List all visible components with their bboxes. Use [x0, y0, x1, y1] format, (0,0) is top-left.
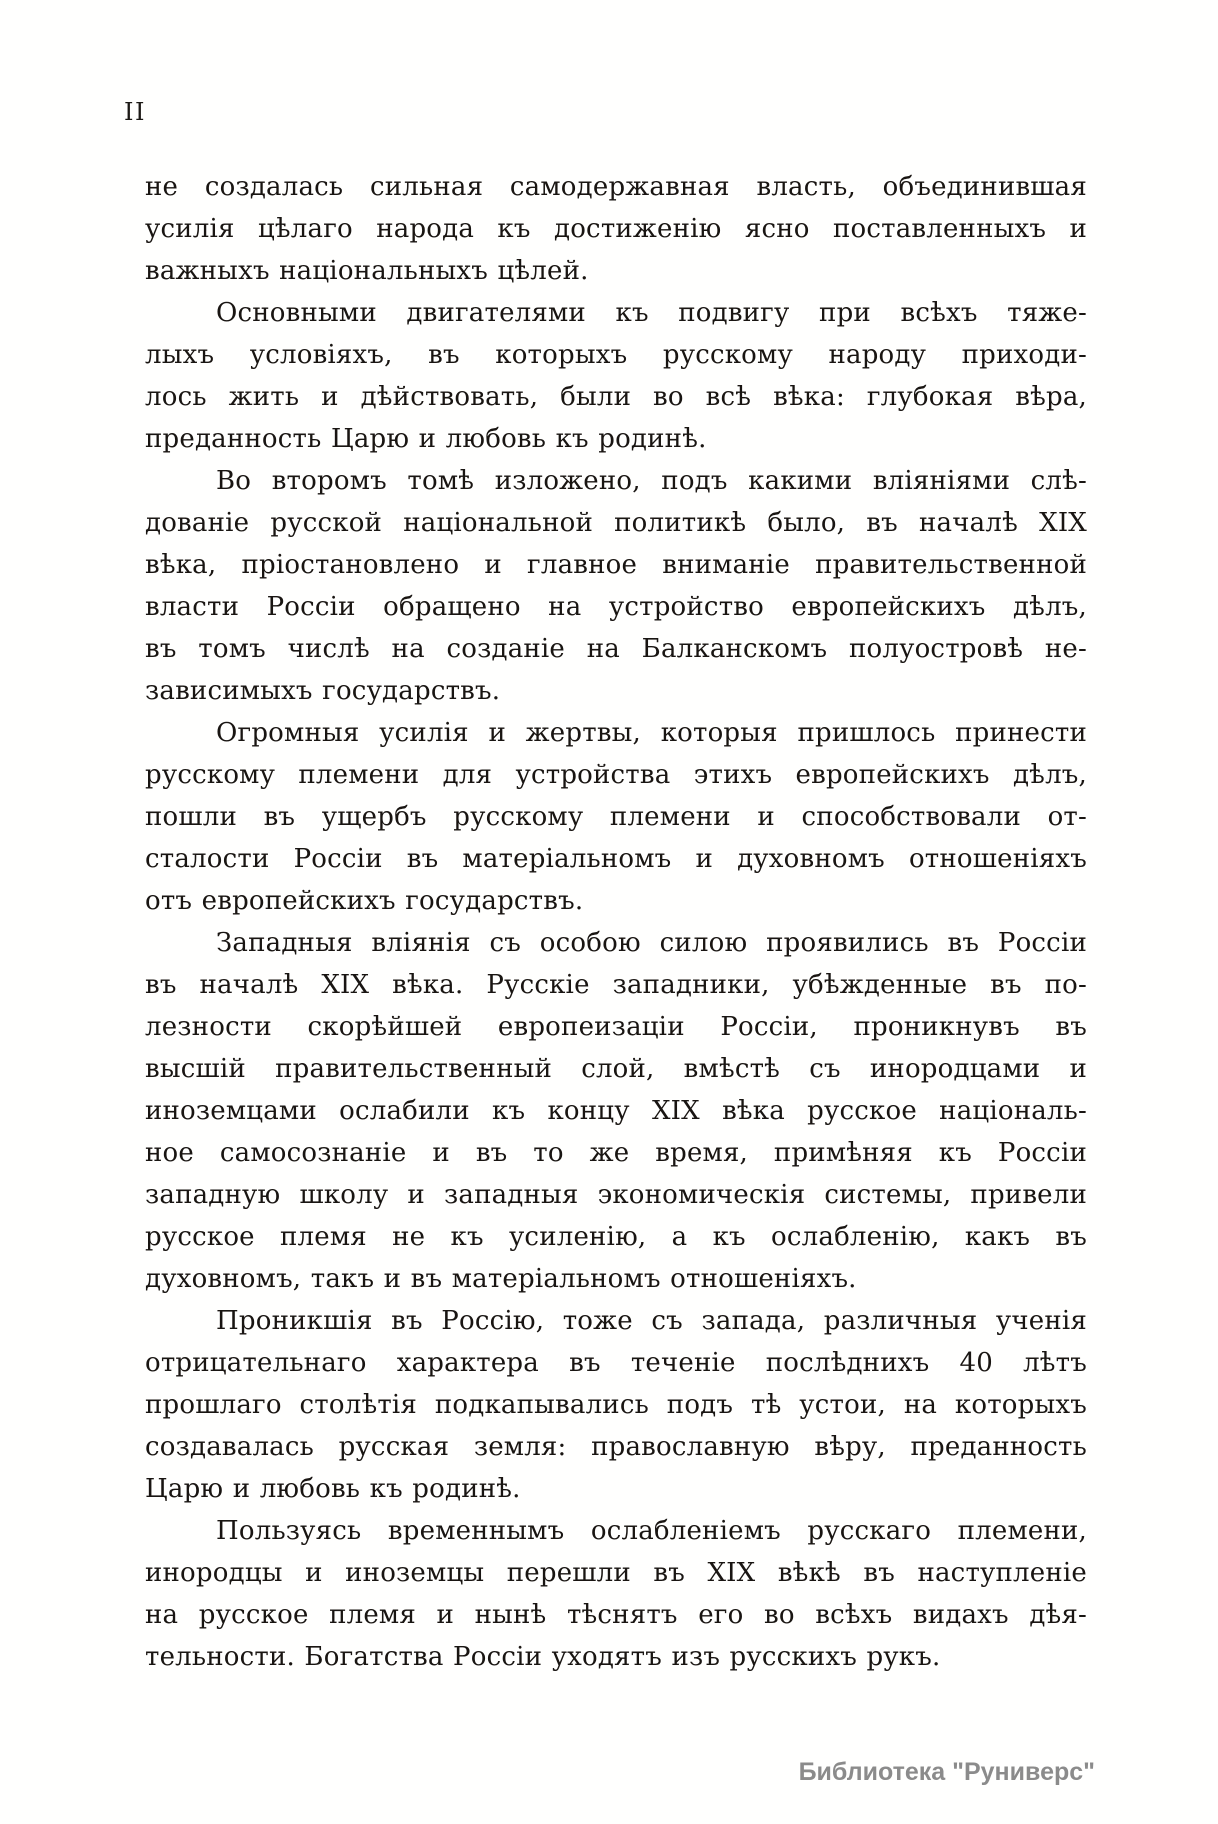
text-line: русское племя не къ усиленію, а къ ослабленію, какъ въ	[145, 1222, 1087, 1252]
text-line: отрицательнаго характера въ теченіе послѣднихъ 40 лѣтъ	[145, 1348, 1087, 1378]
text-line: преданность Царю и любовь къ родинѣ.	[145, 424, 707, 454]
text-line: иноземцами ослабили къ концу XIX вѣка русское національ-	[145, 1096, 1087, 1126]
text-line: инородцы и иноземцы перешли въ XIX вѣкѣ въ наступленіе	[145, 1558, 1087, 1588]
paragraph	[145, 712, 1087, 922]
text-line: сталости Россіи въ матеріальномъ и духовномъ отношеніяхъ	[145, 844, 1087, 874]
text-line: западную школу и западныя экономическія системы, привели	[145, 1180, 1087, 1210]
paragraph	[145, 460, 1087, 712]
text-line: вѣка, пріостановлено и главное вниманіе правительственной	[145, 550, 1087, 580]
text-line: Во второмъ томѣ изложено, подъ какими вліяніями слѣ-	[216, 466, 1087, 496]
text-line: Огромныя усилія и жертвы, которыя пришлось принести	[216, 718, 1087, 748]
text-line: создавалась русская земля: православную вѣру, преданность	[145, 1432, 1087, 1462]
text-line: лезности скорѣйшей европеизаціи Россіи, проникнувъ въ	[145, 1012, 1087, 1042]
text-line: Западныя вліянія съ особою силою проявились въ Россіи	[216, 928, 1087, 958]
text-line: въ томъ числѣ на созданіе на Балканскомъ полуостровѣ не-	[145, 634, 1087, 664]
text-line: Царю и любовь къ родинѣ.	[145, 1474, 521, 1504]
text-line: на русское племя и нынѣ тѣснятъ его во всѣхъ видахъ дѣя-	[145, 1600, 1087, 1630]
text-line: лыхъ условіяхъ, въ которыхъ русскому народу приходи-	[145, 340, 1087, 370]
text-line: ное самосознаніе и въ то же время, примѣняя къ Россіи	[145, 1138, 1087, 1168]
page-text-block	[145, 166, 1087, 1678]
text-line: Основными двигателями къ подвигу при всѣхъ тяже-	[216, 298, 1087, 328]
text-line: высшій правительственный слой, вмѣстѣ съ инородцами и	[145, 1054, 1087, 1084]
paragraph	[145, 1300, 1087, 1510]
text-line: лось жить и дѣйствовать, были во всѣ вѣка: глубокая вѣра,	[145, 382, 1087, 412]
page-number: II	[124, 98, 146, 126]
library-watermark: Библиотека "Руниверс"	[798, 1758, 1095, 1786]
text-line: русскому племени для устройства этихъ европейскихъ дѣлъ,	[145, 760, 1087, 790]
text-line: Пользуясь временнымъ ослабленіемъ русскаго племени,	[216, 1516, 1087, 1546]
paragraph	[145, 166, 1087, 292]
paragraph	[145, 922, 1087, 1300]
text-line: тельности. Богатства Россіи уходятъ изъ русскихъ рукъ.	[145, 1642, 941, 1672]
text-line: духовномъ, такъ и въ матеріальномъ отношеніяхъ.	[145, 1264, 857, 1294]
text-line: прошлаго столѣтія подкапывались подъ тѣ устои, на которыхъ	[145, 1390, 1087, 1420]
text-line: въ началѣ XIX вѣка. Русскіе западники, убѣжденные въ по-	[145, 970, 1087, 1000]
text-line: зависимыхъ государствъ.	[145, 676, 501, 706]
text-line: власти Россіи обращено на устройство европейскихъ дѣлъ,	[145, 592, 1087, 622]
paragraph	[145, 1510, 1087, 1678]
text-line: пошли въ ущербъ русскому племени и способствовали от-	[145, 802, 1087, 832]
text-line: дованіе русской національной политикѣ было, въ началѣ XIX	[145, 508, 1087, 538]
paragraph	[145, 292, 1087, 460]
text-line: важныхъ національныхъ цѣлей.	[145, 256, 589, 286]
text-line: не создалась сильная самодержавная власть, объединившая	[145, 172, 1087, 202]
text-line: Проникшія въ Россію, тоже съ запада, различныя ученія	[216, 1306, 1087, 1336]
text-line: усилія цѣлаго народа къ достиженію ясно поставленныхъ и	[145, 214, 1087, 244]
text-line: отъ европейскихъ государствъ.	[145, 886, 584, 916]
